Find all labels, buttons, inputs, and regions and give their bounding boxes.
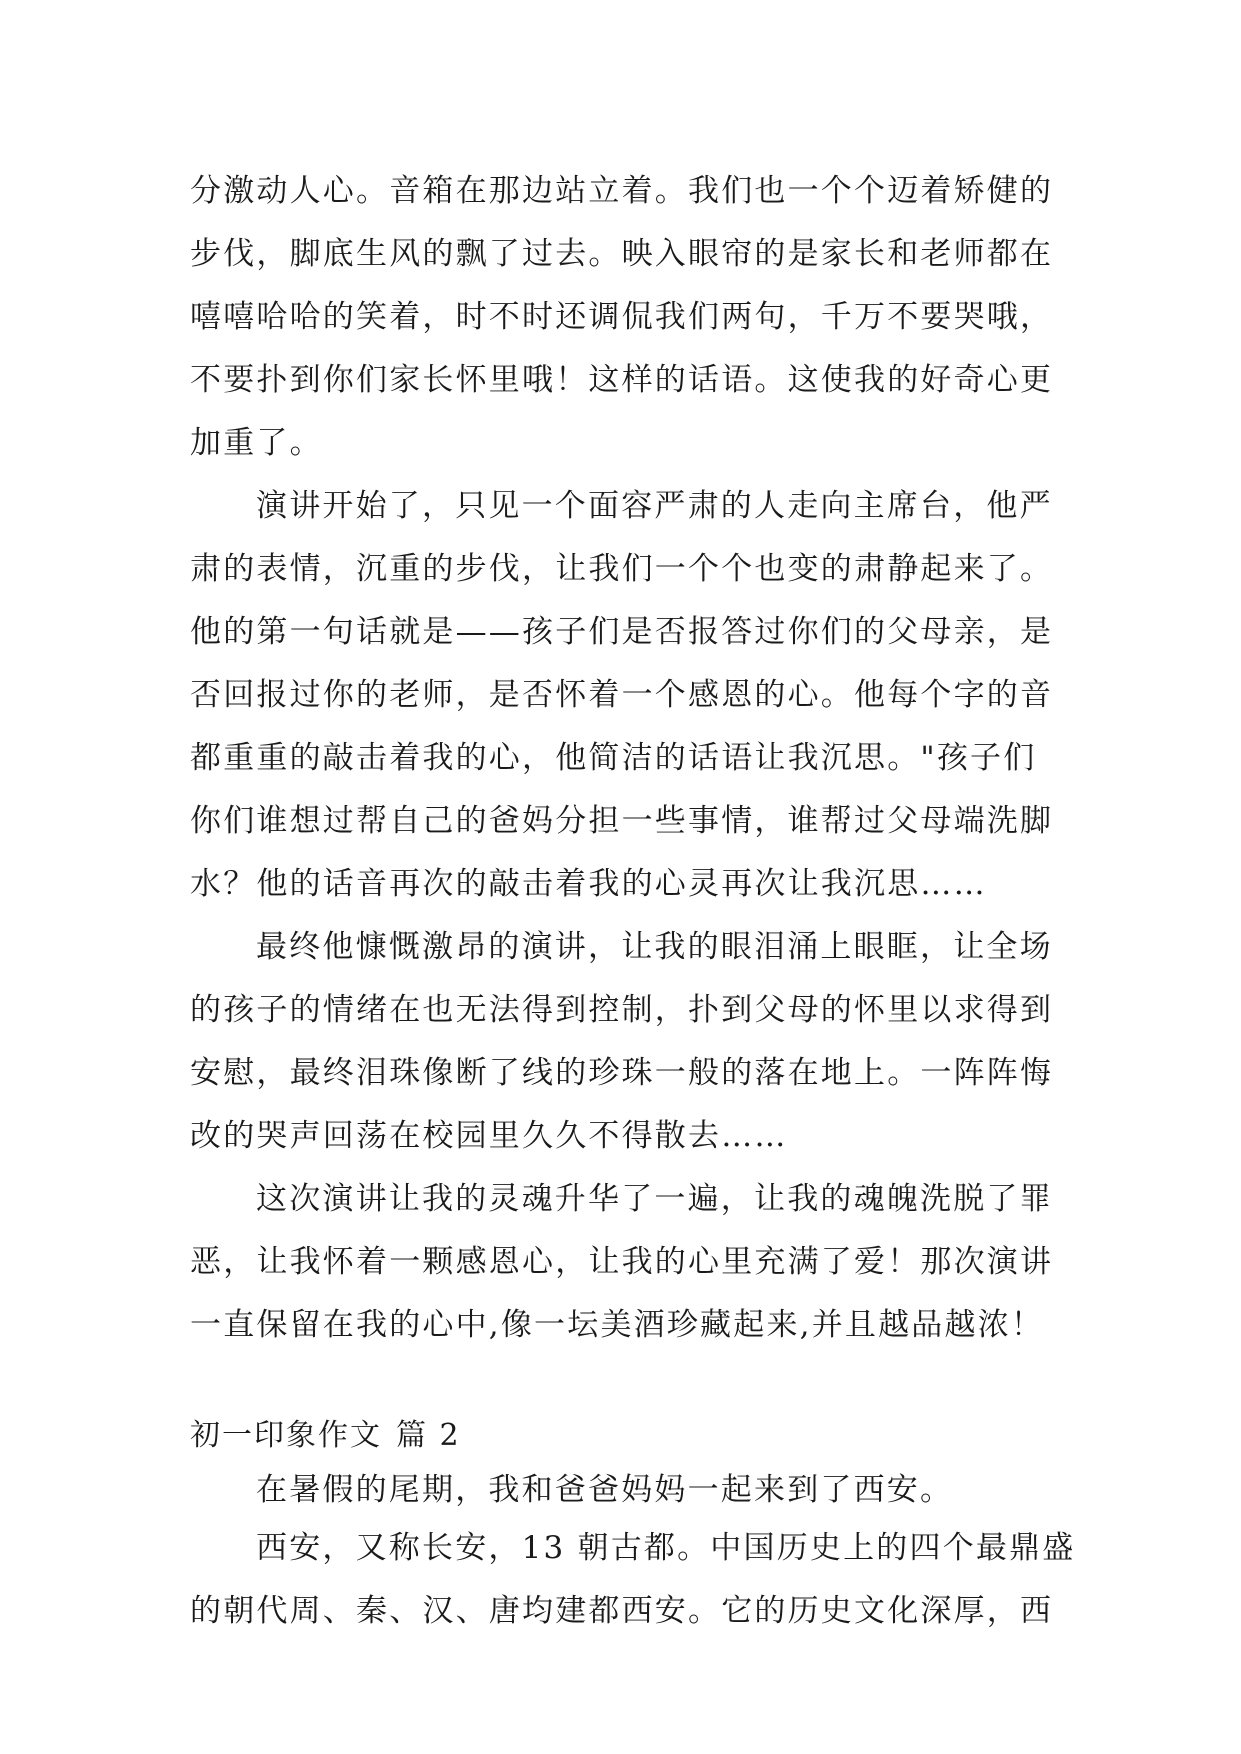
text-line: 西安，又称长安，13 朝古都。中国历史上的四个最鼎盛	[256, 1530, 1076, 1566]
text-line: 演讲开始了，只见一个面容严肃的人走向主席台，他严	[256, 488, 1053, 524]
text-line: 这次演讲让我的灵魂升华了一遍，让我的魂魄洗脱了罪	[256, 1181, 1053, 1217]
text-line: 水？他的话音再次的敲击着我的心灵再次让我沉思……	[190, 866, 987, 902]
text-line: 你们谁想过帮自己的爸妈分担一些事情，谁帮过父母端洗脚	[190, 803, 1054, 839]
section-title: 初一印象作文	[190, 1418, 382, 1453]
section-part-label: 篇 2	[396, 1418, 461, 1453]
text-line: 他的第一句话就是——孩子们是否报答过你们的父母亲，是	[190, 614, 1054, 650]
text-line: 肃的表情，沉重的步伐，让我们一个个也变的肃静起来了。	[190, 551, 1054, 587]
text-line: 安慰，最终泪珠像断了线的珍珠一般的落在地上。一阵阵悔	[190, 1055, 1054, 1091]
text-line: 分激动人心。音箱在那边站立着。我们也一个个迈着矫健的	[190, 173, 1054, 209]
text-line: 都重重的敲击着我的心，他简洁的话语让我沉思。"孩子们	[190, 740, 1037, 776]
paragraph-2	[190, 475, 1062, 916]
text-line: 步伐，脚底生风的飘了过去。映入眼帘的是家长和老师都在	[190, 236, 1054, 272]
text-line: 最终他慷慨激昂的演讲，让我的眼泪涌上眼眶，让全场	[256, 929, 1053, 965]
text-line: 恶，让我怀着一颗感恩心，让我的心里充满了爱！那次演讲	[190, 1244, 1054, 1280]
text-line: 的孩子的情绪在也无法得到控制，扑到父母的怀里以求得到	[190, 992, 1054, 1028]
text-line: 的朝代周、秦、汉、唐均建都西安。它的历史文化深厚，西	[190, 1593, 1054, 1629]
text-line: 不要扑到你们家长怀里哦！这样的话语。这使我的好奇心更	[190, 362, 1054, 398]
text-line: 嘻嘻哈哈的笑着，时不时还调侃我们两句，千万不要哭哦，	[190, 299, 1054, 335]
section-heading	[190, 1409, 1062, 1463]
paragraph-1	[190, 160, 1062, 475]
paragraph-4	[190, 1168, 1062, 1357]
paragraph-3	[190, 916, 1062, 1168]
document-page	[190, 160, 1076, 1643]
text-line: 否回报过你的老师，是否怀着一个感恩的心。他每个字的音	[190, 677, 1054, 713]
text-line: 在暑假的尾期，我和爸爸妈妈一起来到了西安。	[256, 1472, 954, 1508]
text-line: 加重了。	[190, 425, 323, 461]
paragraph-6	[190, 1517, 1076, 1643]
section-spacer	[190, 1357, 1062, 1409]
text-line: 一直保留在我的心中,像一坛美酒珍藏起来,并且越品越浓！	[190, 1307, 1045, 1343]
text-line: 改的哭声回荡在校园里久久不得散去……	[190, 1118, 788, 1154]
paragraph-5	[190, 1463, 1062, 1517]
